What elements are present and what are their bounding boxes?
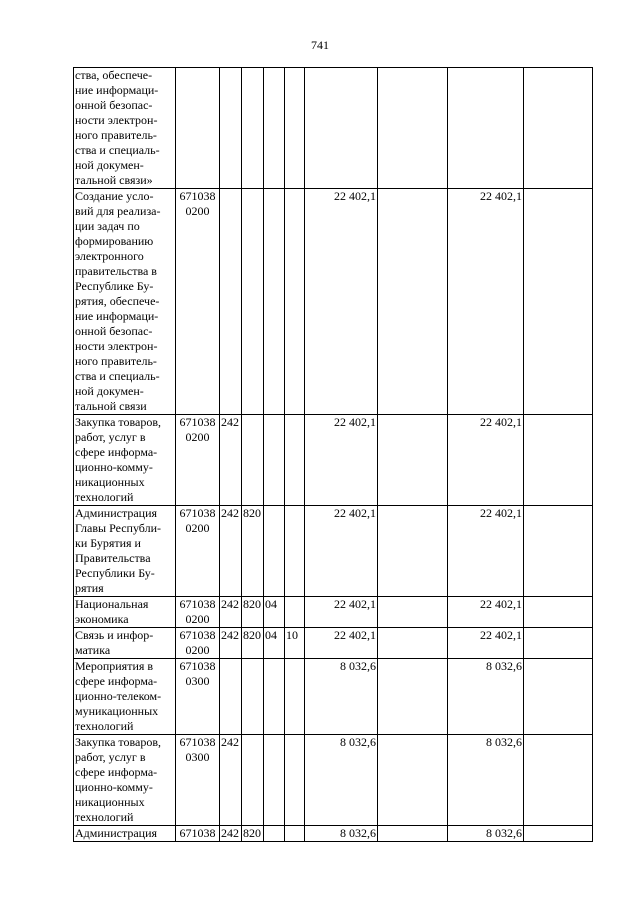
target-code-cell: 671038 0200 — [176, 189, 220, 415]
target-code-cell: 671038 0300 — [176, 659, 220, 735]
target-code-cell: 671038 0200 — [176, 628, 220, 659]
table-row — [74, 68, 593, 189]
row-name-cell: Закупка товаров, работ, услуг в сфере информа- ционно-комму- никационных технологий — [74, 735, 176, 826]
amount-federal-cell — [378, 506, 448, 597]
subsection-code-cell — [285, 415, 305, 506]
amount-regional-cell: 8 032,6 — [448, 735, 524, 826]
amount-federal-cell — [378, 189, 448, 415]
amount-total-cell: 22 402,1 — [305, 506, 378, 597]
ministry-code-cell: 820 — [242, 506, 264, 597]
expense-type-cell: 242 — [220, 597, 242, 628]
amount-regional-cell: 22 402,1 — [448, 415, 524, 506]
amount-regional-cell: 22 402,1 — [448, 189, 524, 415]
target-code-cell: 671038 0200 — [176, 506, 220, 597]
amount-other-cell — [524, 826, 593, 842]
target-code-cell: 671038 0200 — [176, 597, 220, 628]
expense-type-cell — [220, 659, 242, 735]
ministry-code-cell — [242, 415, 264, 506]
amount-other-cell — [524, 628, 593, 659]
amount-total-cell: 8 032,6 — [305, 659, 378, 735]
row-name-cell: Создание усло- вий для реализа- ции задач по формированию электронного правительства в Республике Бу- рятия, обеспече- ние информаци- онной безопас- ности электрон- ного правитель- ства и специаль- ной докумен- тальной связи — [74, 189, 176, 415]
amount-federal-cell — [378, 659, 448, 735]
table-row — [74, 506, 593, 597]
amount-regional-cell — [448, 68, 524, 189]
row-name-cell: Национальная экономика — [74, 597, 176, 628]
amount-total-cell: 22 402,1 — [305, 189, 378, 415]
subsection-code-cell — [285, 826, 305, 842]
table-row — [74, 189, 593, 415]
expense-type-cell — [220, 189, 242, 415]
expense-type-cell — [220, 68, 242, 189]
section-code-cell — [264, 506, 285, 597]
table-row — [74, 628, 593, 659]
amount-federal-cell — [378, 597, 448, 628]
row-name-cell: Связь и инфор- матика — [74, 628, 176, 659]
amount-regional-cell: 8 032,6 — [448, 826, 524, 842]
budget-table — [73, 67, 593, 842]
expense-type-cell: 242 — [220, 415, 242, 506]
expense-type-cell: 242 — [220, 826, 242, 842]
amount-other-cell — [524, 68, 593, 189]
page-number: 741 — [311, 38, 329, 52]
row-name-cell: Администрация Главы Республи- ки Бурятия и Правительства Республики Бу- рятия — [74, 506, 176, 597]
section-code-cell — [264, 826, 285, 842]
amount-other-cell — [524, 659, 593, 735]
expense-type-cell: 242 — [220, 506, 242, 597]
target-code-cell: 671038 0300 — [176, 735, 220, 826]
amount-federal-cell — [378, 826, 448, 842]
amount-total-cell: 22 402,1 — [305, 628, 378, 659]
amount-total-cell: 8 032,6 — [305, 826, 378, 842]
amount-total-cell: 22 402,1 — [305, 415, 378, 506]
section-code-cell — [264, 415, 285, 506]
subsection-code-cell — [285, 659, 305, 735]
section-code-cell — [264, 659, 285, 735]
ministry-code-cell: 820 — [242, 826, 264, 842]
amount-total-cell: 22 402,1 — [305, 597, 378, 628]
row-name-cell: Администрация — [74, 826, 176, 842]
subsection-code-cell — [285, 189, 305, 415]
amount-federal-cell — [378, 415, 448, 506]
ministry-code-cell — [242, 735, 264, 826]
amount-other-cell — [524, 597, 593, 628]
amount-other-cell — [524, 735, 593, 826]
section-code-cell — [264, 189, 285, 415]
amount-federal-cell — [378, 68, 448, 189]
ministry-code-cell: 820 — [242, 628, 264, 659]
amount-regional-cell: 22 402,1 — [448, 628, 524, 659]
amount-federal-cell — [378, 628, 448, 659]
amount-other-cell — [524, 189, 593, 415]
row-name-cell: ства, обеспече- ние информаци- онной безопас- ности электрон- ного правитель- ства и специаль- ной докумен- тальной связи» — [74, 68, 176, 189]
ministry-code-cell — [242, 189, 264, 415]
amount-total-cell: 8 032,6 — [305, 735, 378, 826]
ministry-code-cell: 820 — [242, 597, 264, 628]
table-row — [74, 735, 593, 826]
table-row — [74, 415, 593, 506]
table-row — [74, 826, 593, 842]
ministry-code-cell — [242, 659, 264, 735]
subsection-code-cell — [285, 597, 305, 628]
subsection-code-cell — [285, 68, 305, 189]
row-name-cell: Закупка товаров, работ, услуг в сфере информа- ционно-комму- никационных технологий — [74, 415, 176, 506]
amount-regional-cell: 8 032,6 — [448, 659, 524, 735]
amount-other-cell — [524, 415, 593, 506]
subsection-code-cell — [285, 735, 305, 826]
target-code-cell: 671038 — [176, 826, 220, 842]
amount-regional-cell: 22 402,1 — [448, 506, 524, 597]
table-row — [74, 597, 593, 628]
row-name-cell: Мероприятия в сфере информа- ционно-телеком- муникационных технологий — [74, 659, 176, 735]
expense-type-cell: 242 — [220, 628, 242, 659]
amount-federal-cell — [378, 735, 448, 826]
target-code-cell — [176, 68, 220, 189]
section-code-cell — [264, 735, 285, 826]
section-code-cell: 04 — [264, 597, 285, 628]
ministry-code-cell — [242, 68, 264, 189]
expense-type-cell: 242 — [220, 735, 242, 826]
table-row — [74, 659, 593, 735]
subsection-code-cell: 10 — [285, 628, 305, 659]
section-code-cell — [264, 68, 285, 189]
subsection-code-cell — [285, 506, 305, 597]
amount-other-cell — [524, 506, 593, 597]
amount-total-cell — [305, 68, 378, 189]
amount-regional-cell: 22 402,1 — [448, 597, 524, 628]
section-code-cell: 04 — [264, 628, 285, 659]
target-code-cell: 671038 0200 — [176, 415, 220, 506]
